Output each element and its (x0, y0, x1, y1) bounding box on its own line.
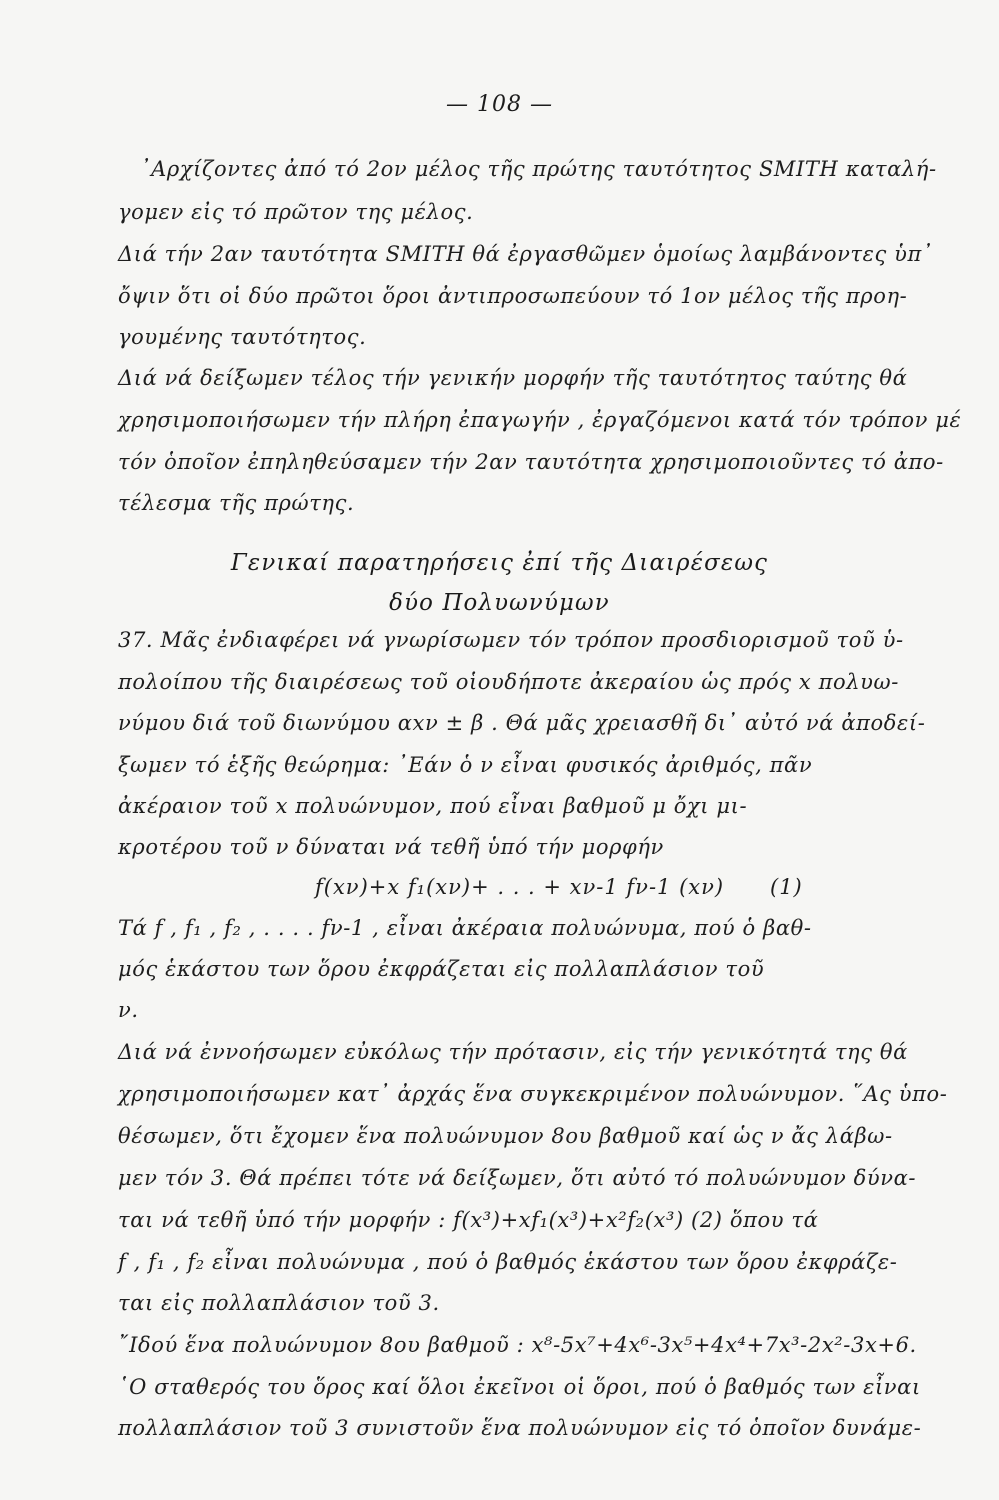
text-line: τόν ὁποῖον ἐπηληθεύσαμεν τήν 2αν ταυτότητα χρησιμοποιοῦντες τό ἀπο- (118, 450, 944, 474)
text-line: γομεν εἰς τό πρῶτον της μέλος. (118, 200, 474, 224)
formula-1: f(xν)+x f₁(xν)+ . . . + xν-1 fν-1 (xν) (315, 875, 725, 899)
text-line: Διά τήν 2αν ταυτότητα SMITH θά ἐργασθῶμεν ὁμοίως λαμβάνοντες ὑπ᾿ (118, 242, 934, 266)
text-line: ὄψιν ὅτι οἱ δύο πρῶτοι ὅροι ἀντιπροσωπεύουν τό 1ον μέλος τῆς προη- (118, 284, 908, 308)
text-line: χρησιμοποιήσωμεν κατ᾿ ἀρχάς ἕνα συγκεκριμένον πολυώνυμον. ῞Ας ὑπο- (118, 1082, 948, 1106)
text-line: f , f₁ , f₂ εἶναι πολυώνυμα , πού ὁ βαθμός ἑκάστου των ὅρου ἐκφράζε- (118, 1250, 898, 1274)
text-line: πολοίπου τῆς διαιρέσεως τοῦ οἱουδήποτε ἀκεραίου ὡς πρός x πολυω- (118, 670, 899, 694)
section-heading: Γενικαί παρατηρήσεις ἐπί τῆς Διαιρέσεως (230, 550, 769, 576)
text-line: τέλεσμα τῆς πρώτης. (118, 491, 355, 515)
formula-1-number: (1) (770, 875, 803, 899)
text-line: ῎Ιδού ἕνα πολυώνυμον 8ου βαθμοῦ : x⁸-5x⁷+4x⁶-3x⁵+4x⁴+7x³-2x²-3x+6. (118, 1333, 917, 1357)
text-line: ν. (118, 998, 139, 1022)
text-line: ξωμεν τό ἑξῆς θεώρημα: ᾿Εάν ὁ ν εἶναι φυσικός ἀριθμός, πᾶν (118, 753, 813, 777)
text-line: θέσωμεν, ὅτι ἔχομεν ἕνα πολυώνυμον 8ου βαθμοῦ καί ὡς ν ἄς λάβω- (118, 1124, 893, 1148)
text-line: Διά νά ἐννοήσωμεν εὐκόλως τήν πρότασιν, εἰς τήν γενικότητά της θά (118, 1040, 908, 1064)
text-line: ται νά τεθῆ ὑπό τήν μορφήν : f(x³)+xf₁(x³)+x²f₂(x³) (2) ὅπου τά (118, 1208, 819, 1232)
text-line: ἀκέραιον τοῦ x πολυώνυμον, πού εἶναι βαθμοῦ μ ὄχι μι- (118, 794, 748, 818)
text-line: νύμου διά τοῦ διωνύμου αxν ± β . Θά μᾶς χρειασθῆ δι᾿ αὐτό νά ἀποδεί- (118, 711, 926, 735)
text-line: 37. Μᾶς ἐνδιαφέρει νά γνωρίσωμεν τόν τρόπον προσδιορισμοῦ τοῦ ὑ- (118, 628, 904, 652)
text-line: κροτέρου τοῦ ν δύναται νά τεθῆ ὑπό τήν μορφήν (118, 835, 664, 859)
text-line: ῾Ο σταθερός του ὅρος καί ὅλοι ἐκεῖνοι οἱ ὅροι, πού ὁ βαθμός των εἶναι (118, 1375, 921, 1399)
text-line: ται εἰς πολλαπλάσιον τοῦ 3. (118, 1291, 440, 1315)
text-line: πολλαπλάσιον τοῦ 3 συνιστοῦν ἕνα πολυώνυμον εἰς τό ὁποῖον δυνάμε- (118, 1416, 922, 1440)
section-heading-subtitle: δύο Πολυωνύμων (389, 590, 610, 616)
text-line: χρησιμοποιήσωμεν τήν πλήρη ἐπαγωγήν , ἐργαζόμενοι κατά τόν τρόπον μέ (118, 408, 962, 432)
text-line: μός ἑκάστου των ὅρου ἐκφράζεται εἰς πολλαπλάσιον τοῦ (118, 957, 765, 981)
text-line: γουμένης ταυτότητος. (118, 325, 367, 349)
text-line: μεν τόν 3. Θά πρέπει τότε νά δείξωμεν, ὅτι αὐτό τό πολυώνυμον δύνα- (118, 1166, 917, 1190)
text-line: Διά νά δείξωμεν τέλος τήν γενικήν μορφήν τῆς ταυτότητος ταύτης θά (118, 366, 908, 390)
text-line: ᾿Αρχίζοντες ἀπό τό 2ον μέλος τῆς πρώτης ταυτότητος SMITH καταλή- (140, 157, 937, 181)
page-number: — 108 — (446, 92, 553, 117)
text-line: Τά f , f₁ , f₂ , . . . . fν-1 , εἶναι ἀκέραια πολυώνυμα, πού ὁ βαθ- (118, 916, 812, 940)
